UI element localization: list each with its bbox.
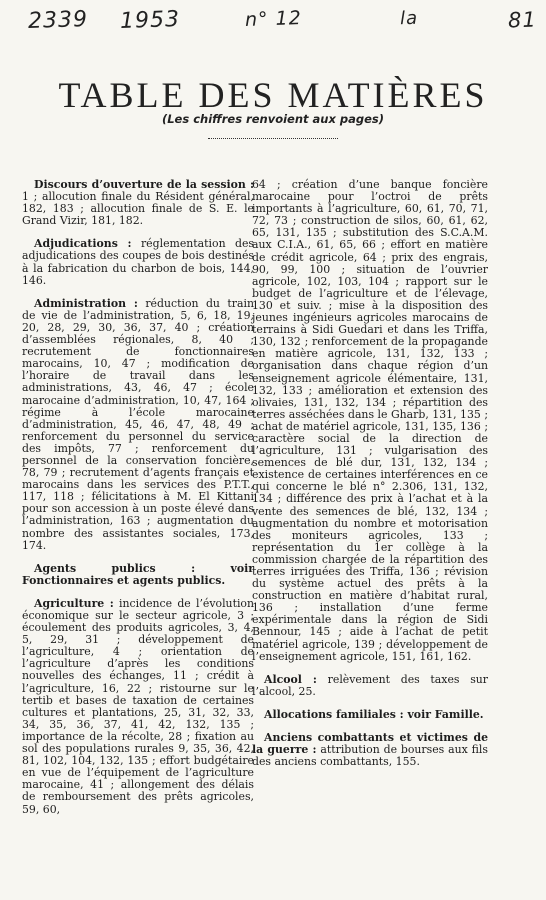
entry-text: relèvement des taxes sur l’alcool, 25. [252,672,488,698]
handwritten-mark: la [399,7,419,30]
page-subtitle: (Les chiffres renvoient aux pages) [161,112,385,126]
entry-term: Administration : [34,296,138,310]
entry-term: Anciens combattants et victimes de la guerre : [252,731,488,757]
handwritten-number: 2339 [27,6,89,35]
index-entry [22,298,254,552]
entry-text: réduction du train de vie de l’administration, 5, 6, 18, 19, 20, 28, 29, 30, 36, 37, 40 ; création d’assemblées régionales, 8, 40 ; recrutement de fonctionnaires marocains, 10, 47 ; modification de l’horaire de travail dans les administrations, 43, 46, 47 ; école marocaine d’administration, 10, 47, 164 ; régime à l’école marocaine d’administration, 45, 46, 47, 48, 49 ; renforcement du personnel du service des impôts, 77 ; renforcement du personnel de la conservation foncière, 78, 79 ; recrutement d’agents français et marocains dans les services des P.T.T., 117, 118 ; félicitations à M. El Kittani pour son accession à un poste élevé dans l’administration, 163 ; augmentation du nombre des assistantes sociales, 173, 174. [22,296,254,552]
handwritten-issue: n° 12 [244,7,303,31]
handwritten-page: 81 [507,7,538,33]
right-column [252,179,488,779]
index-entry [252,709,488,721]
entry-term: Alcool : [264,672,317,686]
entry-text: 64 ; création d’une banque foncière marocaine pour l’octroi de prêts importants à l’agriculture, 60, 61, 70, 71, 72, 73 ; construction de silos, 60, 61, 62, 65, 131, 135 ; substitution des S.C.A.M. aux C.I.A., 61, 65, 66 ; effort en matière de crédit agricole, 64 ; prix des engrais, 90, 99, 100 ; situation de l’ouvrier agricole, 102, 103, 104 ; rapport sur le budget de l’agriculture et de l’élevage, 130 et suiv. ; mise à la disposition des jeunes ingénieurs agricoles marocains de terrains à Sidi Guedari et dans les Triffa, 130, 132 ; renforcement de la propagande en matière agricole, 131, 132, 133 ; organisation dans chaque région d’un enseignement agricole élémentaire, 131, 132, 133 ; amélioration et extension des olivaies, 131, 132, 134 ; répartition des terres asséchées dans le Gharb, 131, 135 ; achat de matériel agricole, 131, 135, 136 ; caractère social de la direction de l’agriculture, 131 ; vulgarisation des semences de blé dur, 131, 132, 134 ; existence de certaines interférences en ce qui concerne le blé n° 2.306, 131, 132, 134 ; différence des prix à l’achat et à la vente des semences de blé, 132, 134 ; augmentation du nombre et motorisation des moniteurs agricoles, 133 ; représentation du 1er collège à la commission chargée de la répartition des terres irriguées des Triffa, 136 ; révision du système actuel des prêts à la construction en matière d’habitat rural, 136 ; installation d’une ferme expérimentale dans la région de Sidi Bennour, 145 ; aide à l’achat de petit matériel agricole, 139 ; développement de l’enseignement agricole, 151, 161, 162. [252,178,488,663]
entry-term: Allocations familiales : voir Famille. [264,707,484,721]
index-entry [22,179,254,227]
handwritten-year: 1953 [119,6,181,35]
index-entry [22,598,254,816]
index-entry [252,674,488,698]
title-divider [208,138,338,139]
entry-text: incidence de l’évolution économique sur le secteur agricole, 3 ; écoulement des produits agricoles, 3, 4, 5, 29, 31 ; développement de l’agriculture, 4 ; orientation de l’agriculture d’après les conditions nouvelles des échanges, 11 ; crédit à l’agriculture, 16, 22 ; ristourne sur le tertib et bases de taxation de certaines cultures et plantations, 25, 31, 32, 33, 34, 35, 36, 37, 41, 42, 132, 135 ; importance de la récolte, 28 ; fixation au sol des populations rurales 9, 35, 36, 42, 81, 102, 104, 132, 135 ; effort budgétaire en vue de l’équipement de l’agriculture marocaine, 41 ; allongement des délais de remboursement des prêts agricoles, 59, 60, [22,596,254,816]
entry-term: Adjudications : [34,237,132,251]
entry-term: Discours d’ouverture de la session : [34,178,254,191]
index-entry [22,238,254,286]
entry-term: Agents publics : voir Fonctionnaires et agents publics. [22,561,254,587]
page-title: TABLE DES MATIÈRES [58,75,488,115]
entry-text: 1 ; allocution finale du Résident général, 182, 183 ; allocution finale de S. E. le Grand Vizir, 181, 182. [22,190,254,228]
index-entry [22,563,254,587]
index-entry [252,732,488,768]
index-entry-continued [252,179,488,663]
entry-term: Agriculture : [34,596,114,610]
left-column [22,179,254,827]
entry-text: réglementation des adjudications des coupes de bois destinés à la fabrication du charbon de bois, 144, 146. [22,237,254,287]
entry-text: attribution de bourses aux fils des anciens combattants, 155. [252,743,488,769]
